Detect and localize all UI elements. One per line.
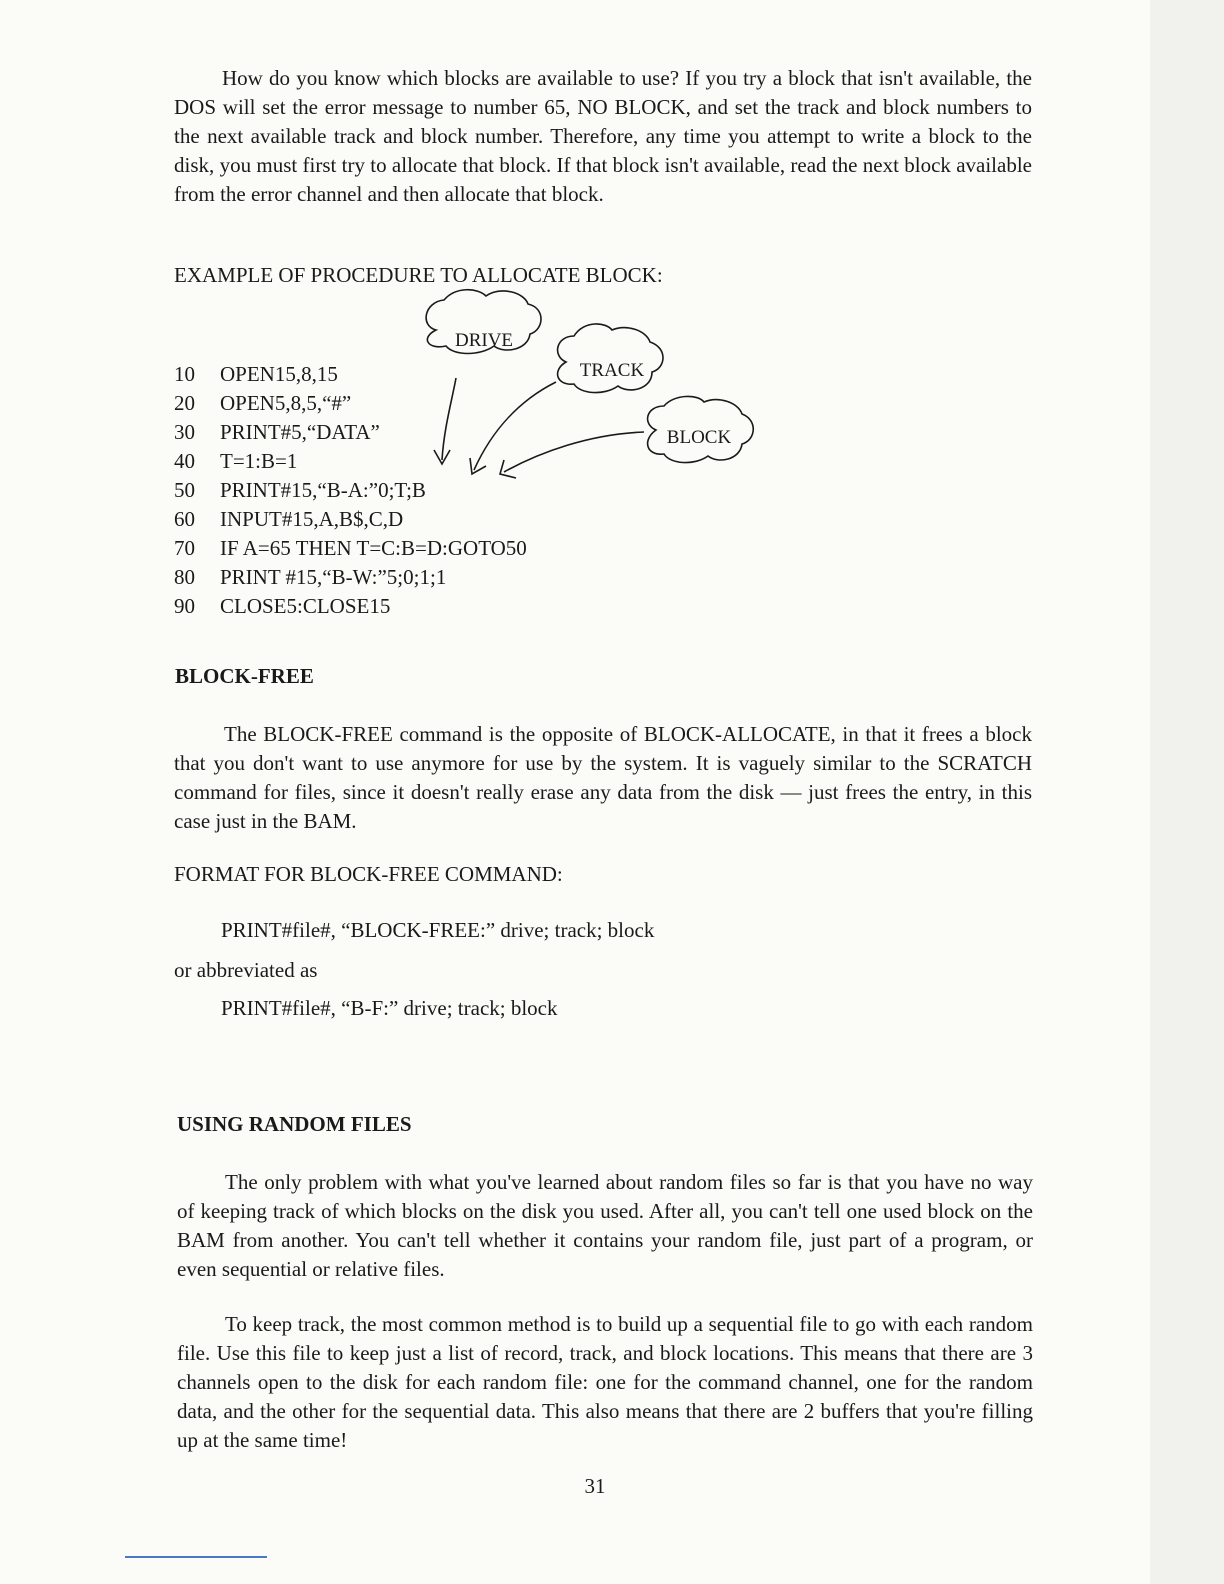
program-line: 30 PRINT#5,“DATA” [174, 420, 380, 444]
block-free-short-syntax: PRINT#file#, “B-F:” drive; track; block [221, 996, 558, 1020]
block-free-full-syntax: PRINT#file#, “BLOCK-FREE:” drive; track; block [221, 918, 655, 942]
page-number: 31 [584, 1474, 606, 1498]
track-label: TRACK [579, 360, 645, 381]
random-files-paragraph-1: The only problem with what you've learned about random files so far is that you have no way of keeping track of which blocks on the disk you used. After all, you can't tell one used block on the BAM from another. You can't tell whether it contains your random file, just part of a program, or even sequential or relative files. [177, 1170, 1033, 1281]
program-line: 90 CLOSE5:CLOSE15 [174, 594, 391, 618]
block-free-heading: BLOCK-FREE [175, 664, 314, 688]
program-line: 40 T=1:B=1 [174, 449, 298, 473]
drive-label: DRIVE [454, 330, 514, 351]
program-line: 10 OPEN15,8,15 [174, 362, 338, 386]
intro-paragraph: How do you know which blocks are available to use? If you try a block that isn't available, the DOS will set the error message to number 65, NO BLOCK, and set the track and block numbers to the next available track and block number. Therefore, any time you attempt to write a block to the disk, you must first try to allocate that block. If that block isn't available, read the next block available from the error channel and then allocate that block. [174, 66, 1032, 206]
track-bubble [558, 324, 663, 393]
random-files-heading: USING RANDOM FILES [177, 1112, 412, 1136]
block-free-paragraph: The BLOCK-FREE command is the opposite of BLOCK-ALLOCATE, in that it frees a block that you don't want to use anymore for use by the system. It is vaguely similar to the SCRATCH command for files, since it doesn't really erase any data from the disk — just frees the entry, in this case just in the BAM. [174, 722, 1032, 833]
block-label: BLOCK [666, 427, 732, 448]
random-files-paragraph-2: To keep track, the most common method is to build up a sequential file to go with each random file. Use this file to keep just a list of record, track, and block locations. This means that there are 3 channels open to the disk for each random file: one for the command channel, one for the random data, and the other for the sequential data. This also means that there are 2 buffers that you're filling up at the same time! [177, 1312, 1033, 1452]
abbreviation-note: or abbreviated as [174, 958, 318, 982]
program-line: 80 PRINT #15,“B-W:”5;0;1;1 [174, 565, 447, 589]
footer-rule [125, 1556, 267, 1558]
example-heading: EXAMPLE OF PROCEDURE TO ALLOCATE BLOCK: [174, 263, 663, 287]
program-line: 20 OPEN5,8,5,“#” [174, 391, 352, 415]
basic-program-listing [174, 360, 527, 621]
program-line: 70 IF A=65 THEN T=C:B=D:GOTO50 [174, 536, 527, 560]
program-line: 60 INPUT#15,A,B$,C,D [174, 507, 404, 531]
program-line: 50 PRINT#15,“B-A:”0;T;B [174, 478, 426, 502]
block-free-format-heading: FORMAT FOR BLOCK-FREE COMMAND: [174, 862, 563, 886]
